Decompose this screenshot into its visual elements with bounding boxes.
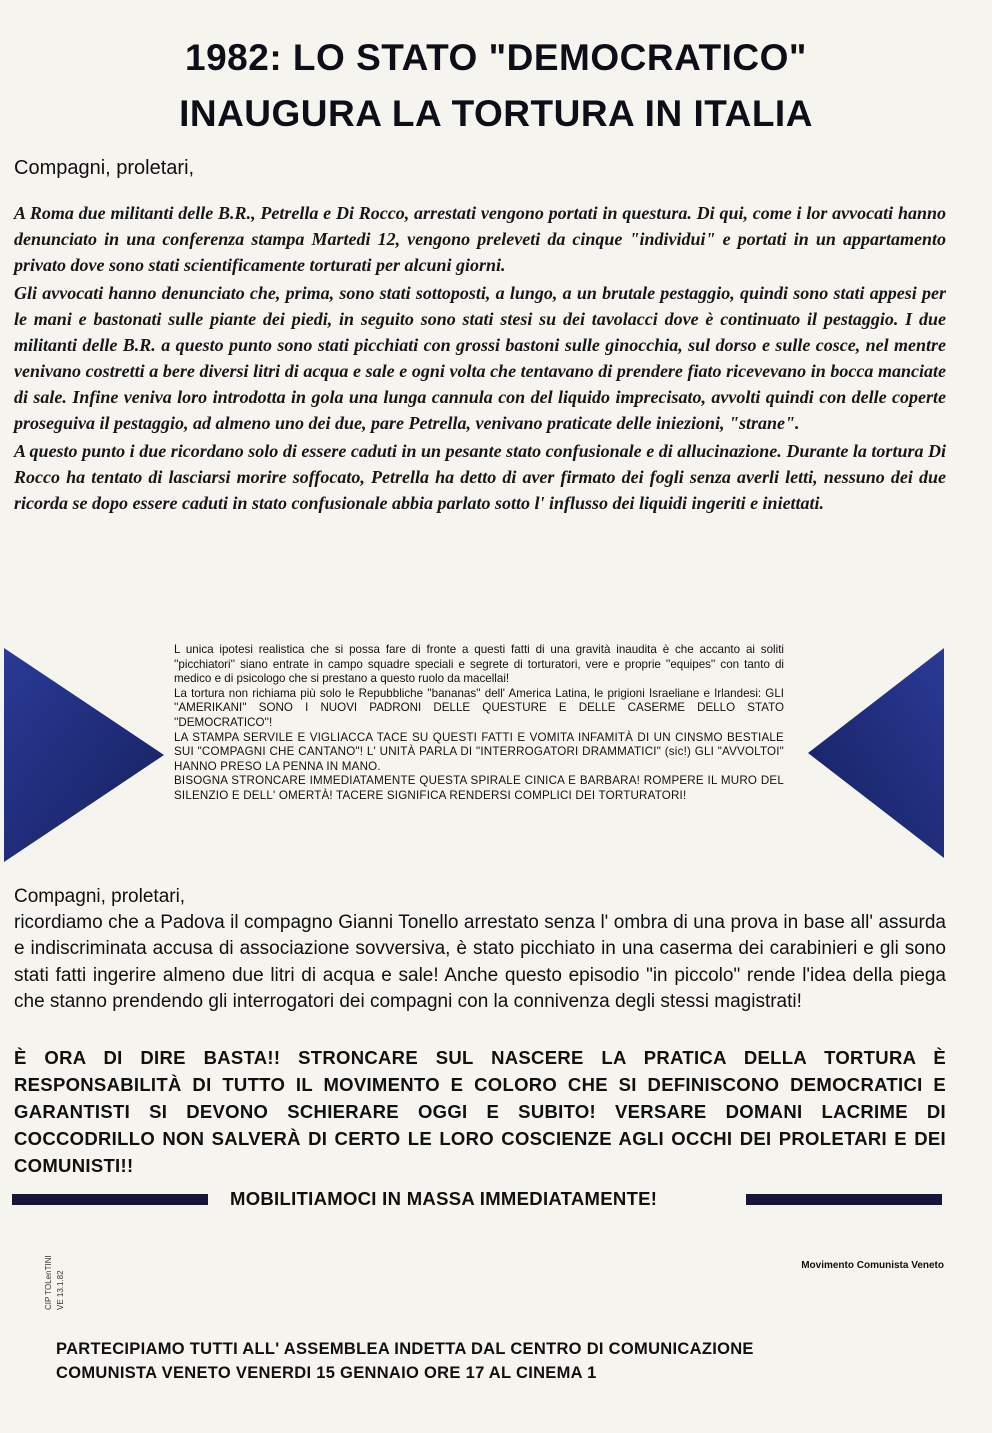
- stamp-line-1: CIP TOLenTINI: [44, 1255, 53, 1310]
- center-paragraph-1: L unica ipotesi realistica che si possa fare di fronte a questi fatti di una gravità inaudita è che accanto ai soliti ''picchiatori'' siano entrate in campo squadre speciali e segrete di torturatori, vere e proprie ''equipes'' con tanto di medico e di psicologo che si prestano a questo ruolo da macellai!: [174, 643, 784, 686]
- intro-text: [14, 200, 946, 516]
- call-to-action: È ORA DI DIRE BASTA!! STRONCARE SUL NASCERE LA PRATICA DELLA TORTURA È RESPONSABILITÀ DI TUTTO IL MOVIMENTO E COLORO CHE SI DEFINISCONO DEMOCRATICI E GARANTISTI SI DEVONO SCHIERARE OGGI E SUBITO! VERSARE DOMANI LACRIME DI COCCODRILLO NON SALVERÀ DI CERTO LE LORO COSCIENZE AGLI OCCHI DEI PROLETARI E DEI COMUNISTI!!: [14, 1047, 946, 1176]
- left-triangle-graphic: [4, 648, 164, 867]
- left-bar: [12, 1194, 208, 1205]
- stamp-line-2: VE 13.1.82: [56, 1270, 65, 1310]
- assembly-line-2: COMUNISTA VENETO VENERDI 15 GENNAIO ORE 17 AL CINEMA 1: [56, 1364, 597, 1382]
- center-statement: [174, 643, 784, 804]
- title-line-1: 1982: LO STATO "DEMOCRATICO": [185, 37, 807, 78]
- assembly-line-1: PARTECIPIAMO TUTTI ALL' ASSEMBLEA INDETTA DAL CENTRO DI COMUNICAZIONE: [56, 1340, 754, 1358]
- intro-paragraph-2: Gli avvocati hanno denunciato che, prima, sono stati sottoposti, a lungo, a un brutale pestaggio, quindi sono stati appesi per le mani e bastonati sulle piante dei piedi, in seguito sono stati stesi su dei tavolacci dove è continuato il pestaggio. I due militanti delle B.R. a questo punto sono stati picchiati con grossi bastoni sulle ginocchia, sul dorso e sulle cosce, nel mentre venivano costretti a bere diversi litri di acqua e sale e ogni volta che tentavano di prendere fiato ricevevano in bocca manciate di sale. Infine veniva loro introdotta in gola una lunga cannula con del liquido imprecisato, avvolti quindi con delle coperte proseguiva il pestaggio, ad almeno uno dei due, pare Petrella, venivano praticate delle iniezioni, "strane".: [14, 283, 946, 433]
- right-triangle-graphic: [808, 648, 944, 863]
- page-title: [0, 30, 992, 142]
- greeting: Compagni, proletari,: [14, 157, 195, 179]
- second-section: [14, 884, 946, 1015]
- assembly-notice: [56, 1337, 936, 1385]
- signature: Movimento Comunista Veneto: [801, 1260, 944, 1271]
- center-paragraph-4: BISOGNA STRONCARE IMMEDIATAMENTE QUESTA SPIRALE CINICA E BARBARA! ROMPERE IL MURO DEL SILENZIO E DELL' OMERTÀ! TACERE SIGNIFICA RENDERSI COMPLICI DEI TORTURATORI!: [174, 774, 784, 802]
- title-line-2: INAUGURA LA TORTURA IN ITALIA: [179, 93, 813, 134]
- second-greeting: Compagni, proletari,: [14, 886, 186, 907]
- second-paragraph: ricordiamo che a Padova il compagno Gianni Tonello arrestato senza l' ombra di una prova in base all' assurda e indiscriminata accusa di associazione sovversiva, è stato picchiato in una caserma dei carabinieri e gli sono stati fatti ingerire almeno due litri di acqua e sale! Anche questo episodio "in piccolo" rende l'idea della piega che stanno prendendo gli interrogatori dei compagni con la connivenza degli stessi magistrati!: [14, 912, 946, 1012]
- right-bar: [746, 1194, 942, 1205]
- print-stamp: [42, 1222, 82, 1312]
- center-paragraph-2: La tortura non richiama più solo le Repubbliche ''bananas'' dell' America Latina, le prigioni Israeliane e Irlandesi: GLI ''AMERIKANI'' SONO I NUOVI PADRONI DELLE QUESTURE E DELLE CASERME DELLO STATO ''DEMOCRATICO''!: [174, 686, 784, 729]
- center-paragraph-3: LA STAMPA SERVILE E VIGLIACCA TACE SU QUESTI FATTI E VOMITA INFAMITÀ DI UN CINSMO BESTIALE SUI "COMPAGNI CHE CANTANO"! L' UNITÀ PARLA DI "INTERROGATORI DRAMMATICI" (sic!) GLI "AVVOLTOI" HANNO PRESO LA PENNA IN MANO.: [174, 730, 784, 773]
- intro-paragraph-3: A questo punto i due ricordano solo di essere caduti in un pesante stato confusionale e di allucinazione. Durante la tortura Di Rocco ha tentato di lasciarsi morire soffocato, Petrella ha detto di aver firmato dei fogli senza averli letti, nessuno dei due ricorda se dopo essere caduti in stato confusionale abbia parlato sotto l' influsso dei liquidi ingeriti e iniettati.: [14, 441, 946, 513]
- intro-paragraph-1: A Roma due militanti delle B.R., Petrella e Di Rocco, arrestati vengono portati in questura. Di qui, come i lor avvocati hanno denunciato in una conferenza stampa Martedi 12, vengono preleveti da cinque "individui" e portati in un appartamento privato dove sono stati scientificamente torturati per alcuni giorni.: [14, 203, 946, 275]
- mobilize-text: MOBILITIAMOCI IN MASSA IMMEDIATAMENTE!: [230, 1188, 658, 1209]
- mobilize-banner: [12, 1188, 942, 1212]
